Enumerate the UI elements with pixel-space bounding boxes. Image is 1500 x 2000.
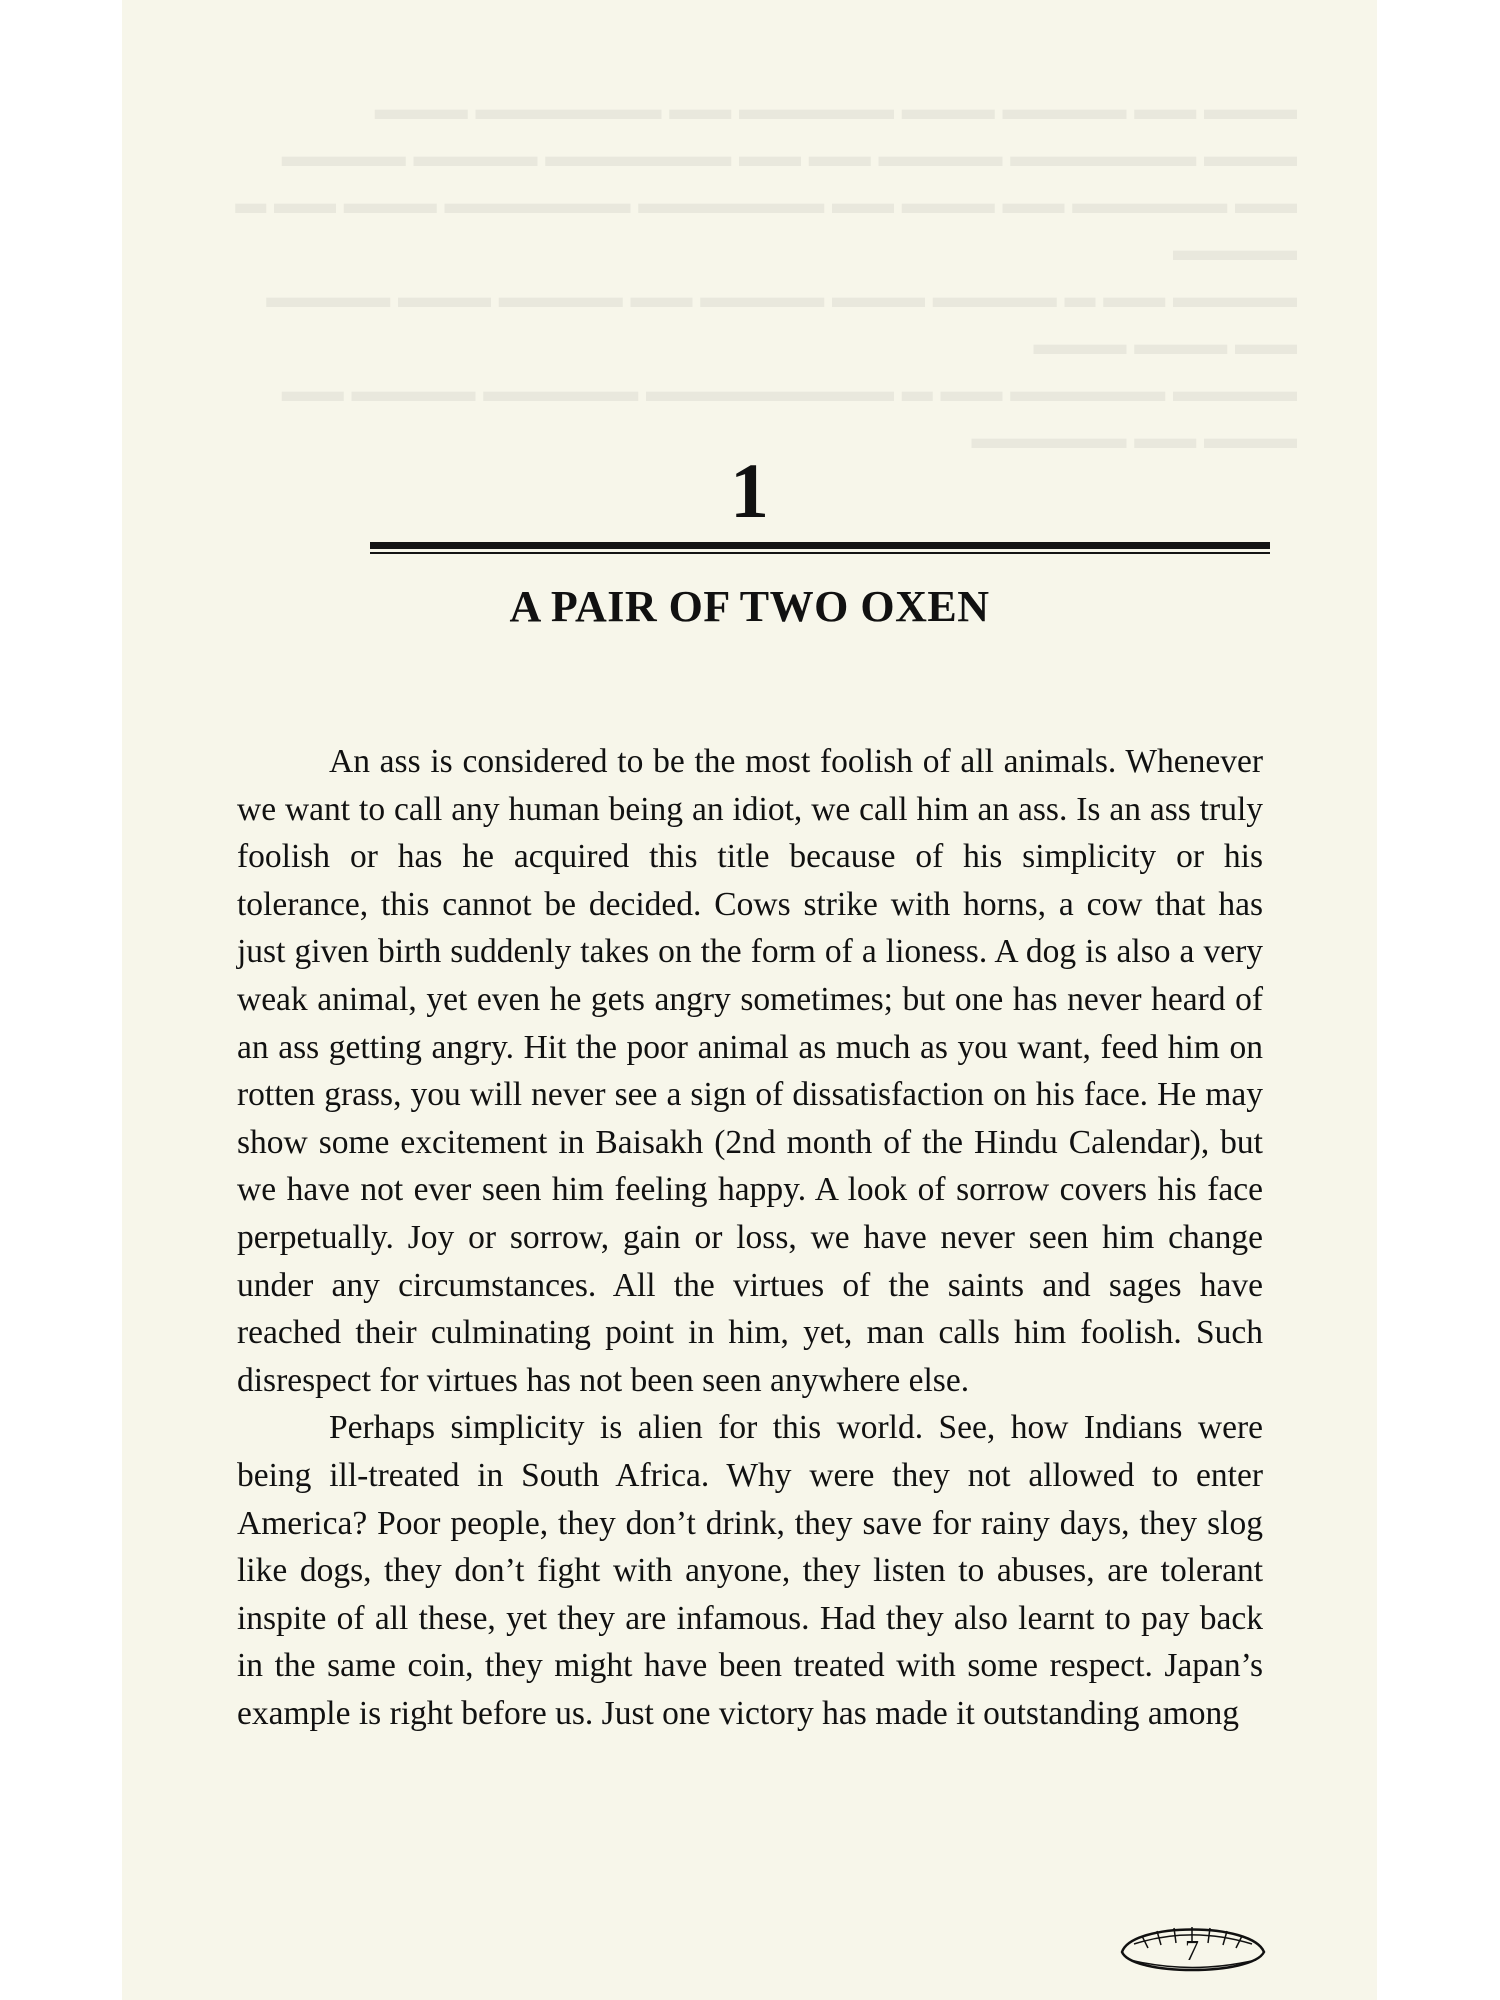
divider-thick-line <box>370 542 1270 549</box>
chapter-number: 1 <box>730 447 769 534</box>
page-number-ornament <box>1112 1914 1272 1984</box>
chapter-divider <box>370 542 1270 558</box>
page-number: 7 <box>1185 1936 1199 1967</box>
chapter-body <box>237 738 1263 1737</box>
paragraph: An ass is considered to be the most foolish of all animals. Whenever we want to call any human being an idiot, we call him an ass. Is an ass truly foolish or has he acquired this title because of his simplicity or his tolerance, this cannot be decided. Cows strike with horns, a cow that has just given birth suddenly takes on the form of a lioness. A dog is also a very weak animal, yet even he gets angry sometimes; but one has never heard of an ass getting angry. Hit the poor animal as much as you want, feed him on rotten grass, you will never see a sign of dissatisfaction on his face. He may show some excitement in Baisakh (2nd month of the Hindu Calendar), but we have not ever seen him feeling happy. A look of sorrow covers his face perpetually. Joy or sorrow, gain or loss, we have never seen him change under any circumstances. All the virtues of the saints and sages have reached their culminating point in him, yet, man calls him foolish. Such disrespect for virtues has not been seen anywhere else. <box>237 743 1263 1399</box>
divider-thin-line <box>370 552 1270 554</box>
chapter-title: A PAIR OF TWO OXEN <box>509 582 990 631</box>
bleed-through-text: ▬▬▬ ▬▬ ▬▬▬▬ ▬▬▬ ▬▬▬▬▬ ▬▬ ▬▬▬▬▬▬ ▬▬▬ ▬▬▬ ▬▬▬▬▬▬ ▬▬▬▬ ▬▬ ▬▬ ▬▬▬▬▬▬ ▬▬▬▬ ▬▬▬▬ ▬▬ ▬▬▬▬▬ ▬▬ ▬▬▬ ▬▬ ▬▬▬▬▬▬ ▬▬▬▬▬▬ ▬▬▬ ▬▬ ▬ ▬▬▬▬ ▬▬▬▬ ▬▬ ▬ ▬▬▬▬ ▬▬▬ ▬▬▬▬ ▬▬ ▬▬▬▬ ▬▬▬ ▬▬▬▬ ▬▬ ▬▬▬ ▬▬▬ ▬▬▬▬ ▬▬▬▬▬ ▬▬ ▬ ▬▬▬▬▬▬▬▬ ▬▬▬▬▬ ▬▬▬▬ ▬▬ ▬▬▬ ▬▬ ▬▬▬▬▬ <box>235 91 1297 455</box>
paragraph: Perhaps simplicity is alien for this world. See, how Indians were being ill-treated in South Africa. Why were they not allowed to enter America? Poor people, they don’t drink, they save for rainy days, they slog like dogs, they don’t fight with anyone, they listen to abuses, are tolerant inspite of all these, yet they are infamous. Had they also learnt to pay back in the same coin, they might have been treated with some respect. Japan’s example is right before us. Just one victory has made it outstanding among <box>237 1409 1263 1732</box>
book-page <box>122 0 1377 2000</box>
